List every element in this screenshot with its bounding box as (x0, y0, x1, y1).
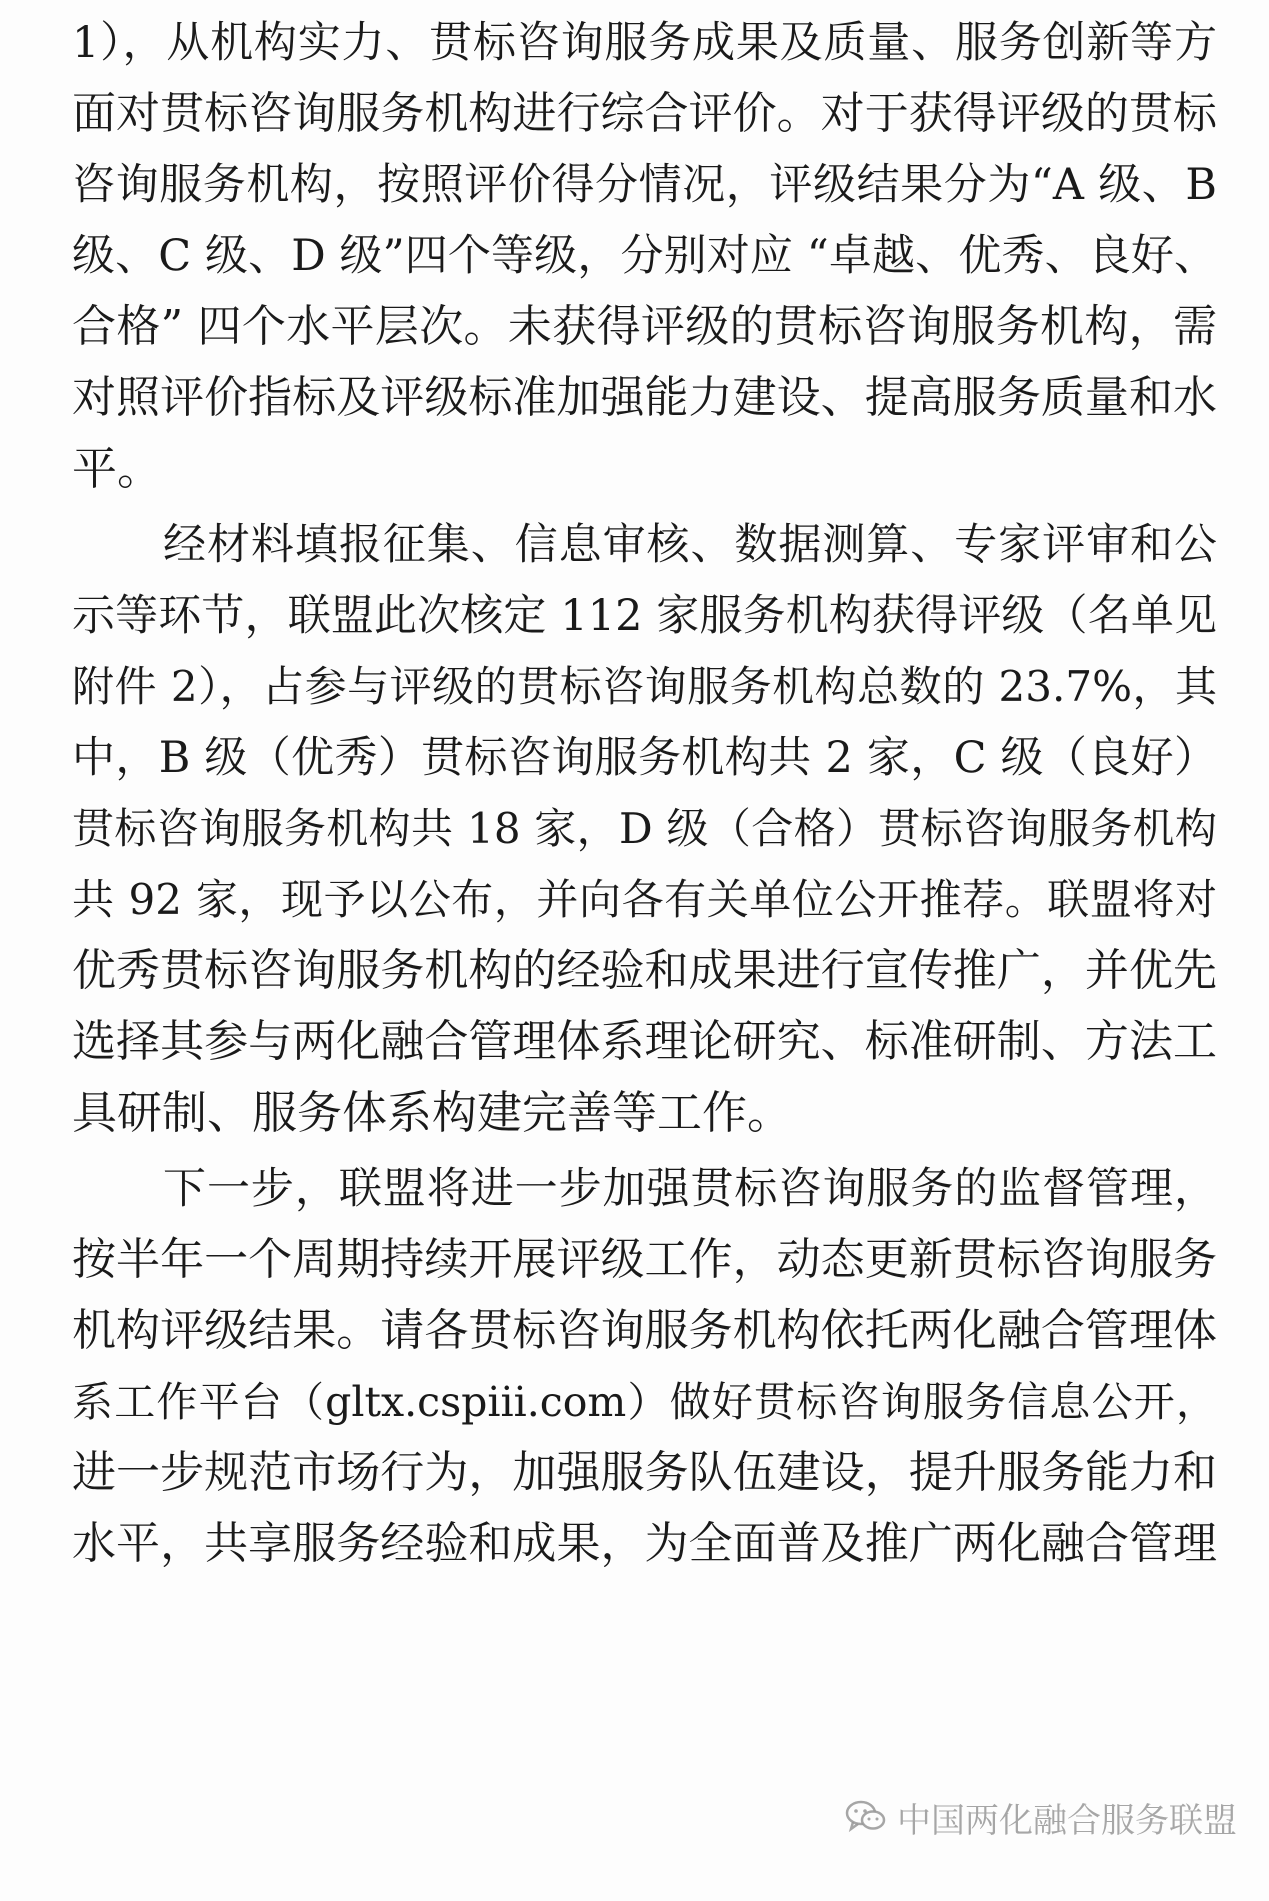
paragraph-first-line: 经材料填报征集、信息审核、数据测算、专家评审和公 (163, 520, 1217, 570)
text-line: 按半年一个周期持续开展评级工作，动态更新贯标咨询服务 (72, 1234, 1217, 1285)
text-line: 对照评价指标及评级标准加强能力建设、提高服务质量和水 (72, 372, 1217, 423)
text-line: 优秀贯标咨询服务机构的经验和成果进行宣传推广，并优先 (72, 945, 1217, 996)
wechat-icon (845, 1799, 887, 1835)
text-line: 水平，共享服务经验和成果，为全面普及推广两化融合管理 (72, 1518, 1217, 1569)
text-line: 选择其参与两化融合管理体系理论研究、标准研制、方法工 (72, 1016, 1217, 1067)
paragraph-first-line: 下一步，联盟将进一步加强贯标咨询服务的监督管理， (163, 1164, 1217, 1214)
text-line: 系工作平台（gltx.cspiii.com）做好贯标咨询服务信息公开， (72, 1378, 1217, 1426)
text-line: 共 92 家，现予以公布，并向各有关单位公开推荐。联盟将对 (72, 875, 1217, 924)
text-line: 贯标咨询服务机构共 18 家，D 级（合格）贯标咨询服务机构 (72, 804, 1217, 853)
text-line: 示等环节，联盟此次核定 112 家服务机构获得评级（名单见 (72, 591, 1217, 641)
text-line: 机构评级结果。请各贯标咨询服务机构依托两化融合管理体 (72, 1305, 1217, 1356)
text-line: 合格” 四个水平层次。未获得评级的贯标咨询服务机构，需 (72, 301, 1217, 352)
watermark-text: 中国两化融合服务联盟 (897, 1800, 1237, 1841)
text-line: 中，B 级（优秀）贯标咨询服务机构共 2 家，C 级（良好） (72, 733, 1217, 783)
text-line: 进一步规范市场行为，加强服务队伍建设，提升服务能力和 (72, 1447, 1217, 1498)
text-line: 平。 (72, 442, 163, 495)
text-line: 具研制、服务体系构建完善等工作。 (72, 1086, 793, 1139)
text-line: 1），从机构实力、贯标咨询服务成果及质量、服务创新等方 (72, 18, 1217, 68)
source-watermark (845, 1791, 1237, 1843)
text-line: 附件 2），占参与评级的贯标咨询服务机构总数的 23.7%，其 (72, 662, 1217, 711)
text-line: 咨询服务机构，按照评价得分情况，评级结果分为“A 级、B (72, 160, 1217, 210)
text-line: 面对贯标咨询服务机构进行综合评价。对于获得评级的贯标 (72, 88, 1217, 139)
text-line: 级、C 级、D 级”四个等级，分别对应 “卓越、优秀、良好、 (72, 231, 1217, 281)
